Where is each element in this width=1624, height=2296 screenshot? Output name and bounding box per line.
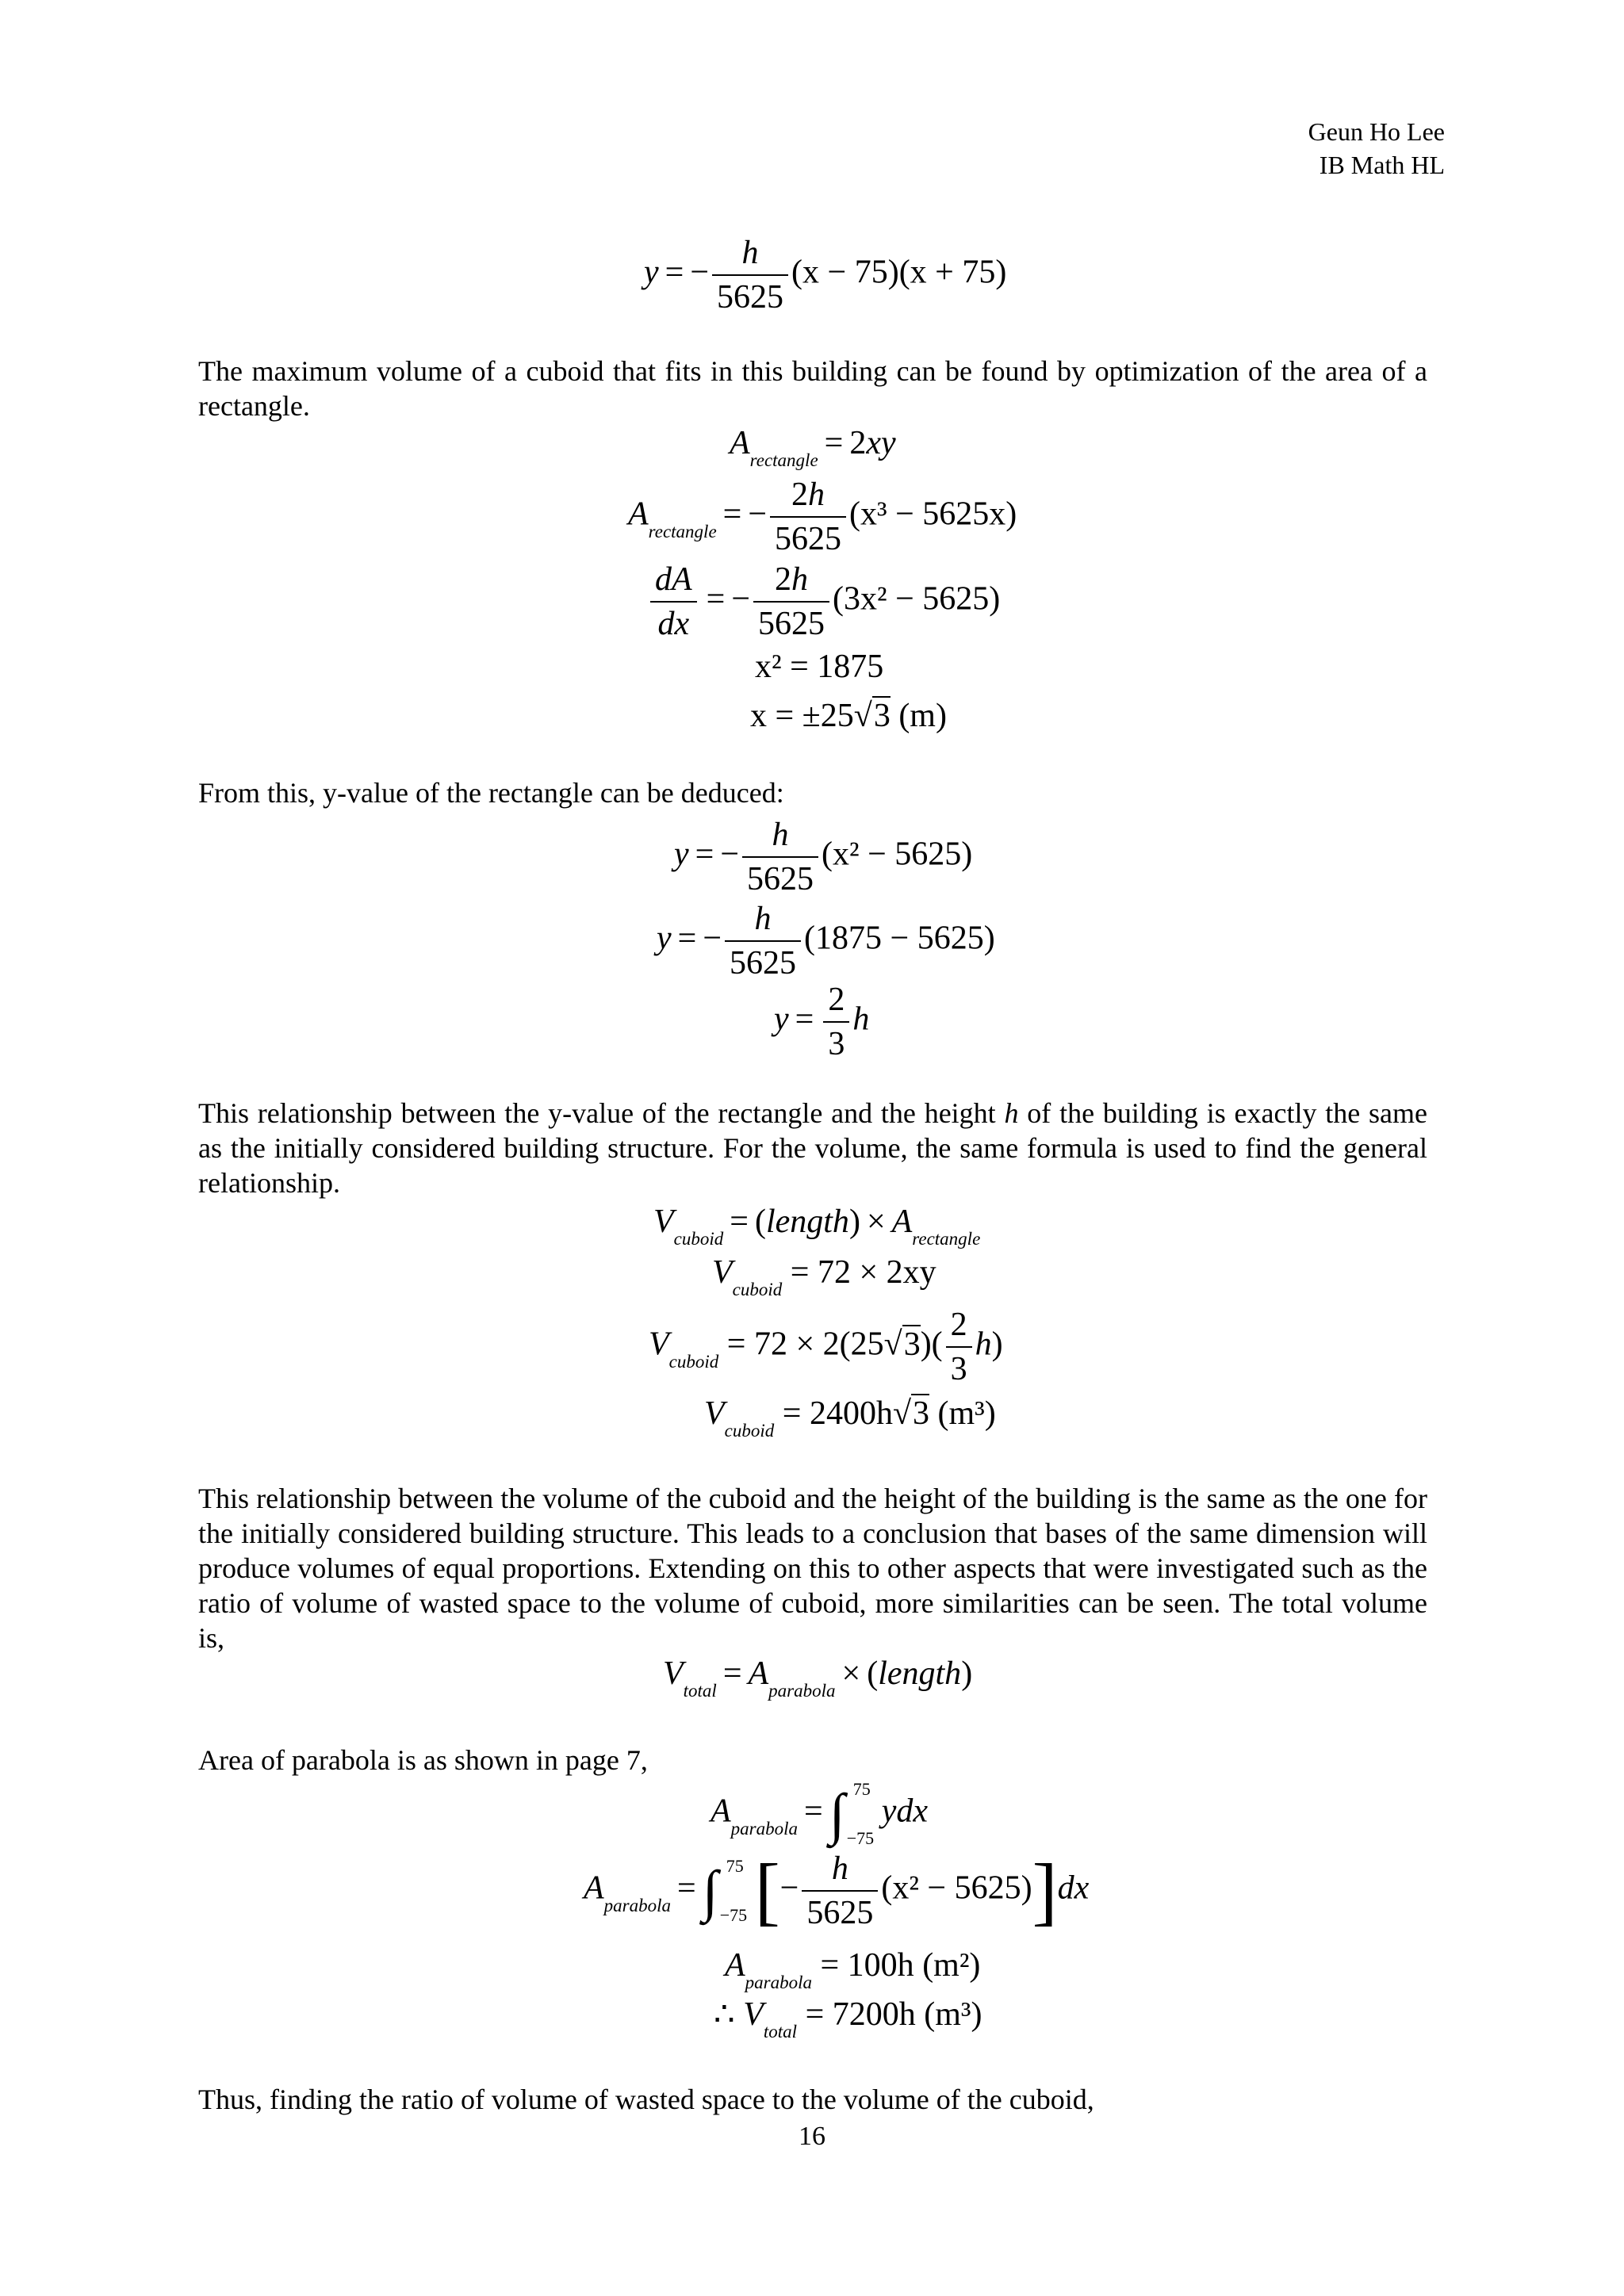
header-course: IB Math HL xyxy=(1319,151,1445,179)
equation-area-parabola-result: $A_{parabola} = 100h$ (m²) xyxy=(725,1947,981,1992)
equation-total-volume: $V_{total} = A_{parabola}$ × (length) xyxy=(663,1655,973,1701)
equation-x-squared: x² = 1875 xyxy=(755,649,884,685)
equation-parabola-factored: y = − $\frac{h}{5625}$ (x − 75)(x + 75) xyxy=(644,235,1007,316)
equation-total-volume-result: ∴ $V_{total} = 7200h$ (m³) xyxy=(714,1996,982,2042)
equation-volume-result: $V_{cuboid} = 2400h√3$ (m³) xyxy=(704,1395,996,1441)
equation-x-value: x = ±25√3 (m) xyxy=(750,698,947,734)
equation-y-general: y = − $\frac{h}{5625}$ (x² − 5625) xyxy=(674,817,973,897)
equation-area-parabola-integral: $A_{parabola}$ = ∫ 75 −75 ydx xyxy=(710,1779,928,1848)
equation-derivative: $\frac{dA}{dx}$ = − $\frac{2h}{5625}$ (3x² − 5625) xyxy=(647,563,1000,641)
paragraph-ratio-intro: Thus, finding the ratio of volume of wasted space to the volume of the cuboid, xyxy=(198,2084,1094,2115)
paragraph-conclusion: This relationship between the volume of the cuboid and the height of the building is the same as the one for the initially considered building structure. This leads to a conclusion that bases of the same dimension will produce volumes of equal proportions. Extending on this to other aspects that were investigated such as the ratio of volume of wasted space to the volume of cuboid, more similarities can be seen. The total volume is, xyxy=(198,1483,1427,1654)
paragraph-y-value-intro: From this, y-value of the rectangle can be deduced: xyxy=(198,777,784,809)
equation-volume-substituted: $V_{cuboid} = 72 \times 2(25√3)$( $\frac{2}{3}$ h) xyxy=(649,1307,1003,1387)
equation-y-substituted: y = − $\frac{h}{5625}$ (1875 − 5625) xyxy=(657,901,995,982)
equation-area-parabola-expanded: $A_{parabola}$ = ∫ 75 −75 [− $\frac{h}{5625}$ (x² − 5625)]dx xyxy=(584,1848,1090,1933)
paragraph-optimization-intro: The maximum volume of a cuboid that fits in this building can be found by optimization of the area of a rectangle. xyxy=(198,355,1427,422)
equation-area-rectangle-expanded: $A_{rectangle}$ = − $\frac{2h}{5625}$ (x³ − 5625x) xyxy=(628,476,1017,557)
paragraph-relationship-height: This relationship between the y-value of the rectangle and the height h of the building is exactly the same as the initially considered building structure. For the volume, the same formula is used to find the general relationship. xyxy=(198,1097,1428,1199)
equation-volume-2xy: $V_{cuboid} = 72 \times 2xy$ xyxy=(712,1254,936,1299)
equation-y-result: y = $\frac{2}{3}$ h xyxy=(774,982,870,1062)
page-number: 16 xyxy=(799,2122,825,2151)
equation-volume-formula: $V_{cuboid}$ = (length) × $A_{rectangle}$ xyxy=(653,1203,981,1249)
paragraph-area-parabola: Area of parabola is as shown in page 7, xyxy=(198,1744,648,1776)
header-author: Geun Ho Lee xyxy=(1308,117,1445,146)
equation-area-rectangle: $A_{rectangle} = 2xy$ xyxy=(730,425,896,470)
